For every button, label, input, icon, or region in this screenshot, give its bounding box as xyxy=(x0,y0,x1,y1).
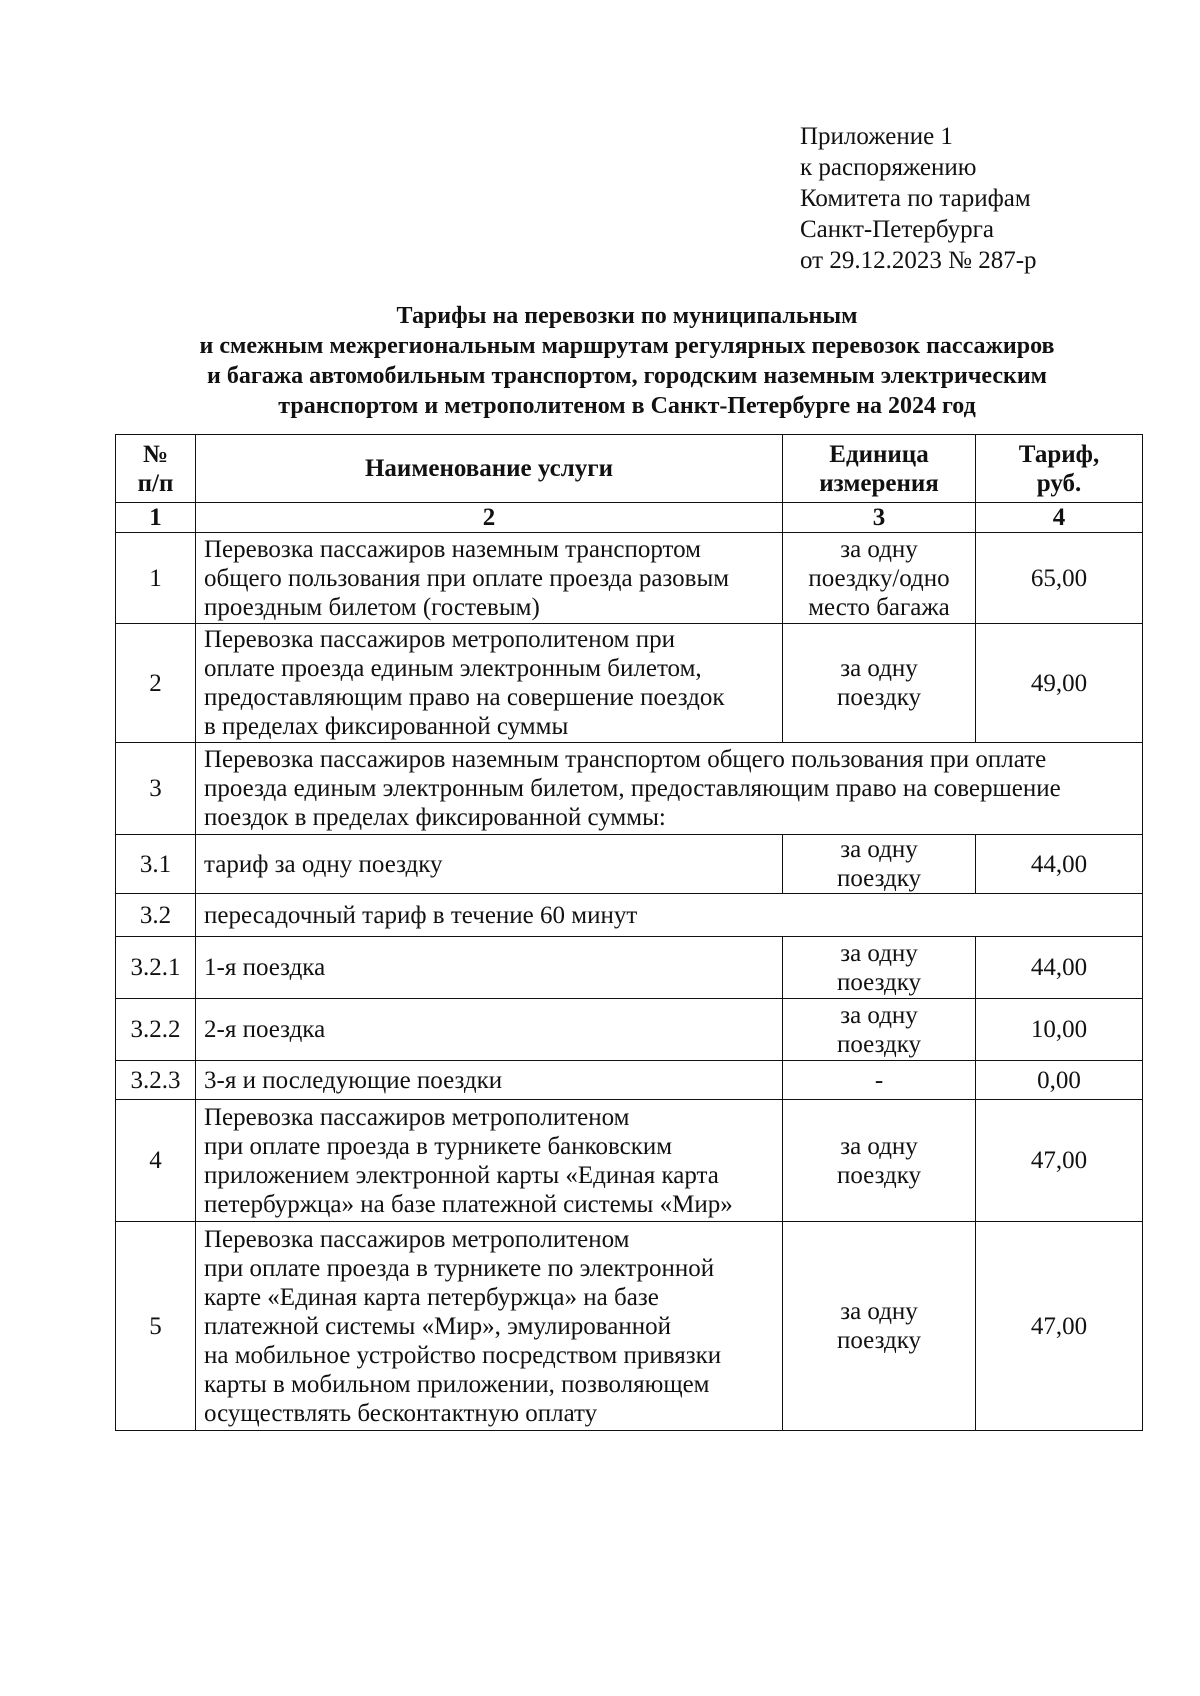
row-number: 3.2.2 xyxy=(116,999,196,1061)
table-row xyxy=(116,894,1143,937)
service-name: пересадочный тариф в течение 60 минут xyxy=(196,894,1143,937)
unit-of-measure: за одну поездку/одно место багажа xyxy=(783,533,976,624)
row-number: 3.1 xyxy=(116,835,196,894)
row-number: 1 xyxy=(116,533,196,624)
column-index-row xyxy=(116,503,1143,533)
table-row xyxy=(116,999,1143,1061)
row-number: 3.2.3 xyxy=(116,1061,196,1100)
unit-of-measure: за одну поездку xyxy=(783,624,976,743)
table-header-row xyxy=(116,435,1143,503)
table-row xyxy=(116,1061,1143,1100)
document-title xyxy=(112,301,1142,421)
tariffs-table xyxy=(115,434,1143,1431)
service-name: 2-я поездка xyxy=(196,999,783,1061)
tariff-price: 47,00 xyxy=(976,1100,1143,1222)
row-number: 2 xyxy=(116,624,196,743)
row-number: 3 xyxy=(116,743,196,835)
row-number: 3.2.1 xyxy=(116,937,196,999)
title-line: Тарифы на перевозки по муниципальным xyxy=(396,303,858,329)
appendix-line: Приложение 1 xyxy=(800,123,953,150)
title-line: и смежным межрегиональным маршрутам регулярных перевозок пассажиров xyxy=(199,333,1055,359)
unit-of-measure: за одну поездку xyxy=(783,999,976,1061)
header-unit: Единица измерения xyxy=(783,435,976,503)
tariff-price: 65,00 xyxy=(976,533,1143,624)
column-index: 2 xyxy=(196,503,783,533)
table-row xyxy=(116,1222,1143,1431)
tariff-price: 10,00 xyxy=(976,999,1143,1061)
service-name: Перевозка пассажиров наземным транспортом общего пользования при оплате проезда разовым проездным билетом (гостевым) xyxy=(196,533,783,624)
service-name: Перевозка пассажиров метрополитеном при оплате проезда единым электронным билетом, предоставляющим право на совершение поездок в пределах фиксированной суммы xyxy=(196,624,783,743)
appendix-line: Комитета по тарифам xyxy=(800,185,1031,212)
service-name: Перевозка пассажиров метрополитеном при оплате проезда в турникете банковским приложением электронной карты «Единая карта петербуржца» на базе платежной системы «Мир» xyxy=(196,1100,783,1222)
unit-of-measure: - xyxy=(783,1061,976,1100)
unit-of-measure: за одну поездку xyxy=(783,1100,976,1222)
appendix-block xyxy=(800,121,1037,276)
column-index: 1 xyxy=(116,503,196,533)
row-number: 5 xyxy=(116,1222,196,1431)
tariff-price: 0,00 xyxy=(976,1061,1143,1100)
tariff-price: 44,00 xyxy=(976,835,1143,894)
unit-of-measure: за одну поездку xyxy=(783,835,976,894)
tariff-price: 44,00 xyxy=(976,937,1143,999)
appendix-line: Санкт-Петербурга xyxy=(800,216,995,243)
service-name: Перевозка пассажиров метрополитеном при оплате проезда в турникете по электронной карте «Единая карта петербуржца» на базе платежной системы «Мир», эмулированной на мобильное устройство посредством привязки карты в мобильном приложении, позволяющем осуществлять бесконтактную оплату xyxy=(196,1222,783,1431)
service-name: 1-я поездка xyxy=(196,937,783,999)
table-row xyxy=(116,533,1143,624)
table-row xyxy=(116,624,1143,743)
row-number: 3.2 xyxy=(116,894,196,937)
table-row xyxy=(116,743,1143,835)
column-index: 3 xyxy=(783,503,976,533)
tariff-price: 47,00 xyxy=(976,1222,1143,1431)
appendix-line: от 29.12.2023 № 287-р xyxy=(800,247,1037,274)
table-row xyxy=(116,937,1143,999)
tariff-price: 49,00 xyxy=(976,624,1143,743)
title-line: и багажа автомобильным транспортом, городским наземным электрическим xyxy=(207,363,1047,389)
title-line: транспортом и метрополитеном в Санкт-Петербурге на 2024 год xyxy=(278,393,976,419)
header-name: Наименование услуги xyxy=(196,435,783,503)
table-row xyxy=(116,835,1143,894)
column-index: 4 xyxy=(976,503,1143,533)
table-row xyxy=(116,1100,1143,1222)
service-name: 3-я и последующие поездки xyxy=(196,1061,783,1100)
header-price: Тариф, руб. xyxy=(976,435,1143,503)
appendix-line: к распоряжению xyxy=(800,154,977,181)
service-name: Перевозка пассажиров наземным транспортом общего пользования при оплате проезда единым электронным билетом, предоставляющим право на совершение поездок в пределах фиксированной суммы: xyxy=(196,743,1143,835)
row-number: 4 xyxy=(116,1100,196,1222)
service-name: тариф за одну поездку xyxy=(196,835,783,894)
unit-of-measure: за одну поездку xyxy=(783,1222,976,1431)
header-num: № п/п xyxy=(116,435,196,503)
unit-of-measure: за одну поездку xyxy=(783,937,976,999)
